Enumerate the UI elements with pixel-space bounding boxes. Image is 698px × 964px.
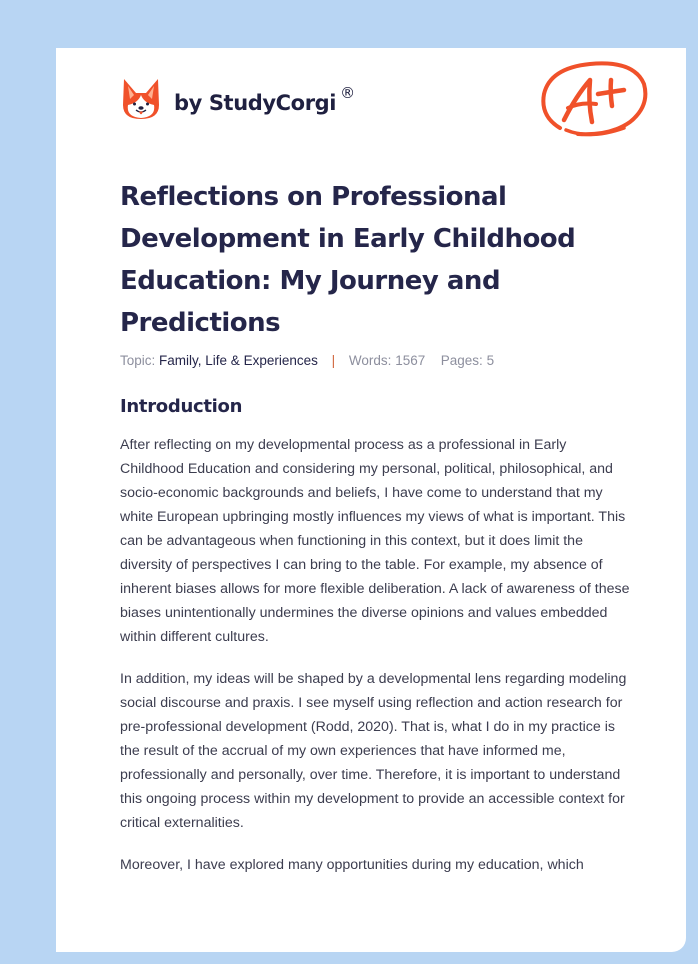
studycorgi-logo[interactable] [122, 76, 355, 122]
paragraph: Moreover, I have explored many opportunities during my education, which [120, 857, 584, 873]
words-label: Words: [348, 353, 392, 368]
section-heading-introduction: Introduction [120, 396, 243, 417]
words-value: 1567 [395, 353, 426, 368]
topic-label: Topic: [120, 353, 156, 368]
paragraph: After reflecting on my developmental process as a professional in Early Childhood Education and considering my personal, political, philosophical, and socio-economic backgrounds and beliefs, I have come to understand that my white European upbringing mostly influences my views of what is important. This can be advantageous when functioning in this context, but it does limit the diversity of perspectives I can bring to the table. For example, my absence of inherent biases allows for more flexible deliberation. A lack of awareness of these biases unintentionally undermines the diverse opinions and values embedded within different cultures. [120, 437, 630, 645]
pages-value: 5 [486, 353, 495, 368]
corgi-icon [122, 77, 160, 121]
topic-link[interactable]: Family, Life & Experiences [159, 353, 318, 368]
section-body [120, 433, 634, 895]
document-card [56, 48, 686, 952]
document-title: Reflections on Professional Development in Early Childhood Education: My Journey and Predictions [120, 182, 576, 338]
brand-name: by StudyCorgi [174, 91, 337, 115]
document-meta [120, 353, 494, 368]
a-plus-icon [538, 58, 650, 142]
pages-label: Pages: [440, 353, 483, 368]
meta-separator: | [331, 353, 336, 368]
paragraph: In addition, my ideas will be shaped by a developmental lens regarding modeling social discourse and praxis. I see myself using reflection and action research for pre-professional development (Rodd, 2020). That is, what I do in my practice is the result of the accrual of my own experiences that have informed me, professionally and personally, over time. Therefore, it is important to understand this ongoing process within my development to provide an accessible context for critical externalities. [120, 671, 627, 831]
registered-mark: ® [340, 84, 356, 102]
